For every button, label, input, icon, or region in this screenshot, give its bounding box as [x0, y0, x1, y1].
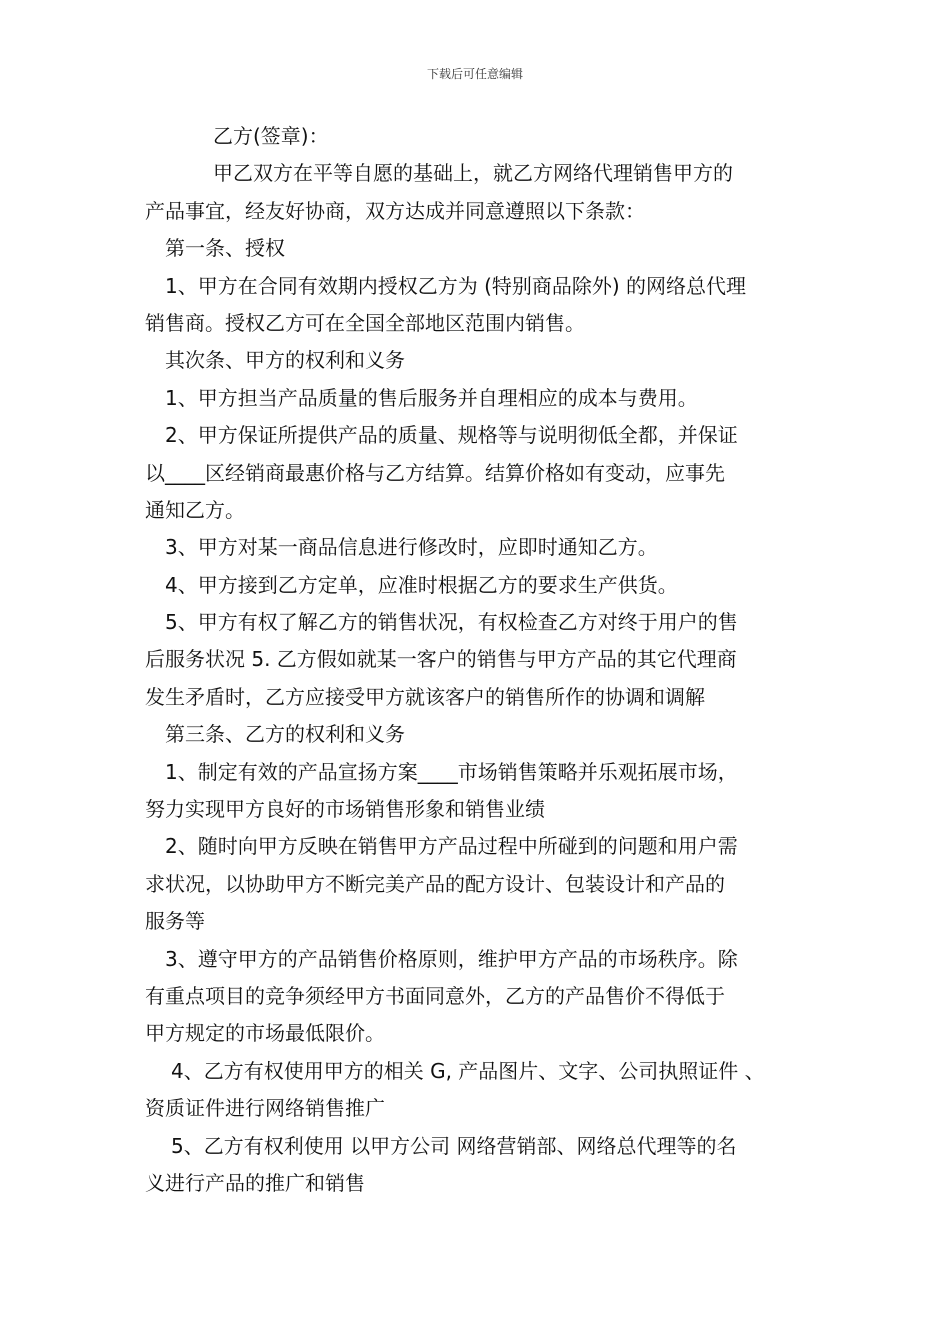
clause-line: 5、甲方有权了解乙方的销售状况，有权检查乙方对终于用户的售 — [165, 610, 738, 635]
clause-line: 服务等 — [145, 909, 205, 934]
clause-line: 发生矛盾时，乙方应接受甲方就该客户的销售所作的协调和调解 — [145, 684, 705, 709]
clause-line: 通知乙方。 — [145, 497, 245, 522]
clause-line: 3、遵守甲方的产品销售价格原则，维护甲方产品的市场秩序。除 — [165, 946, 738, 971]
clause-line: 4、甲方接到乙方定单，应准时根据乙方的要求生产供货。 — [165, 572, 678, 597]
article-heading: 第三条、乙方的权利和义务 — [165, 722, 405, 747]
clause-line: 1、制定有效的产品宣扬方案____市场销售策略并乐观拓展市场， — [165, 759, 738, 784]
clause-line: 努力实现甲方良好的市场销售形象和销售业绩 — [145, 797, 545, 822]
signature-line: 乙方(签章)： — [213, 124, 329, 148]
article-heading: 其次条、甲方的权利和义务 — [165, 348, 405, 373]
article-heading: 第一条、授权 — [165, 236, 285, 261]
clause-line: 以____区经销商最惠价格与乙方结算。结算价格如有变动，应事先 — [145, 460, 725, 485]
document-body — [145, 118, 813, 1202]
clause-line: 2、甲方保证所提供产品的质量、规格等与说明彻低全都，并保证 — [165, 423, 738, 448]
clause-line: 义进行产品的推广和销售 — [145, 1170, 365, 1195]
clause-line: 3、甲方对某一商品信息进行修改时，应即时通知乙方。 — [165, 535, 658, 560]
clause-line: 4、乙方有权使用甲方的相关 G, 产品图片、文字、公司执照证件 、 — [171, 1058, 765, 1083]
clause-line: 求状况，以协助甲方不断完美产品的配方设计、包装设计和产品的 — [145, 871, 725, 896]
clause-line: 1、甲方在合同有效期内授权乙方为 (特别商品除外) 的网络总代理 — [165, 273, 747, 298]
clause-line: 销售商。授权乙方可在全国全部地区范围内销售。 — [145, 310, 585, 335]
preamble-line: 甲乙双方在平等自愿的基础上，就乙方网络代理销售甲方的 — [213, 161, 733, 186]
clause-line: 2、随时向甲方反映在销售甲方产品过程中所碰到的问题和用户需 — [165, 834, 738, 859]
clause-line: 有重点项目的竞争须经甲方书面同意外，乙方的产品售价不得低于 — [145, 983, 725, 1008]
page-header-note: 下载后可任意编辑 — [426, 67, 523, 81]
clause-line: 1、甲方担当产品质量的售后服务并自理相应的成本与费用。 — [165, 385, 698, 410]
clause-line: 甲方规定的市场最低限价。 — [145, 1021, 385, 1046]
clause-line: 后服务状况 5. 乙方假如就某一客户的销售与甲方产品的其它代理商 — [145, 647, 737, 672]
clause-line: 资质证件进行网络销售推广 — [145, 1096, 385, 1121]
clause-line: 5、乙方有权利使用 以甲方公司 网络营销部、网络总代理等的名 — [171, 1133, 737, 1158]
preamble-line: 产品事宜，经友好协商，双方达成并同意遵照以下条款： — [145, 198, 645, 223]
